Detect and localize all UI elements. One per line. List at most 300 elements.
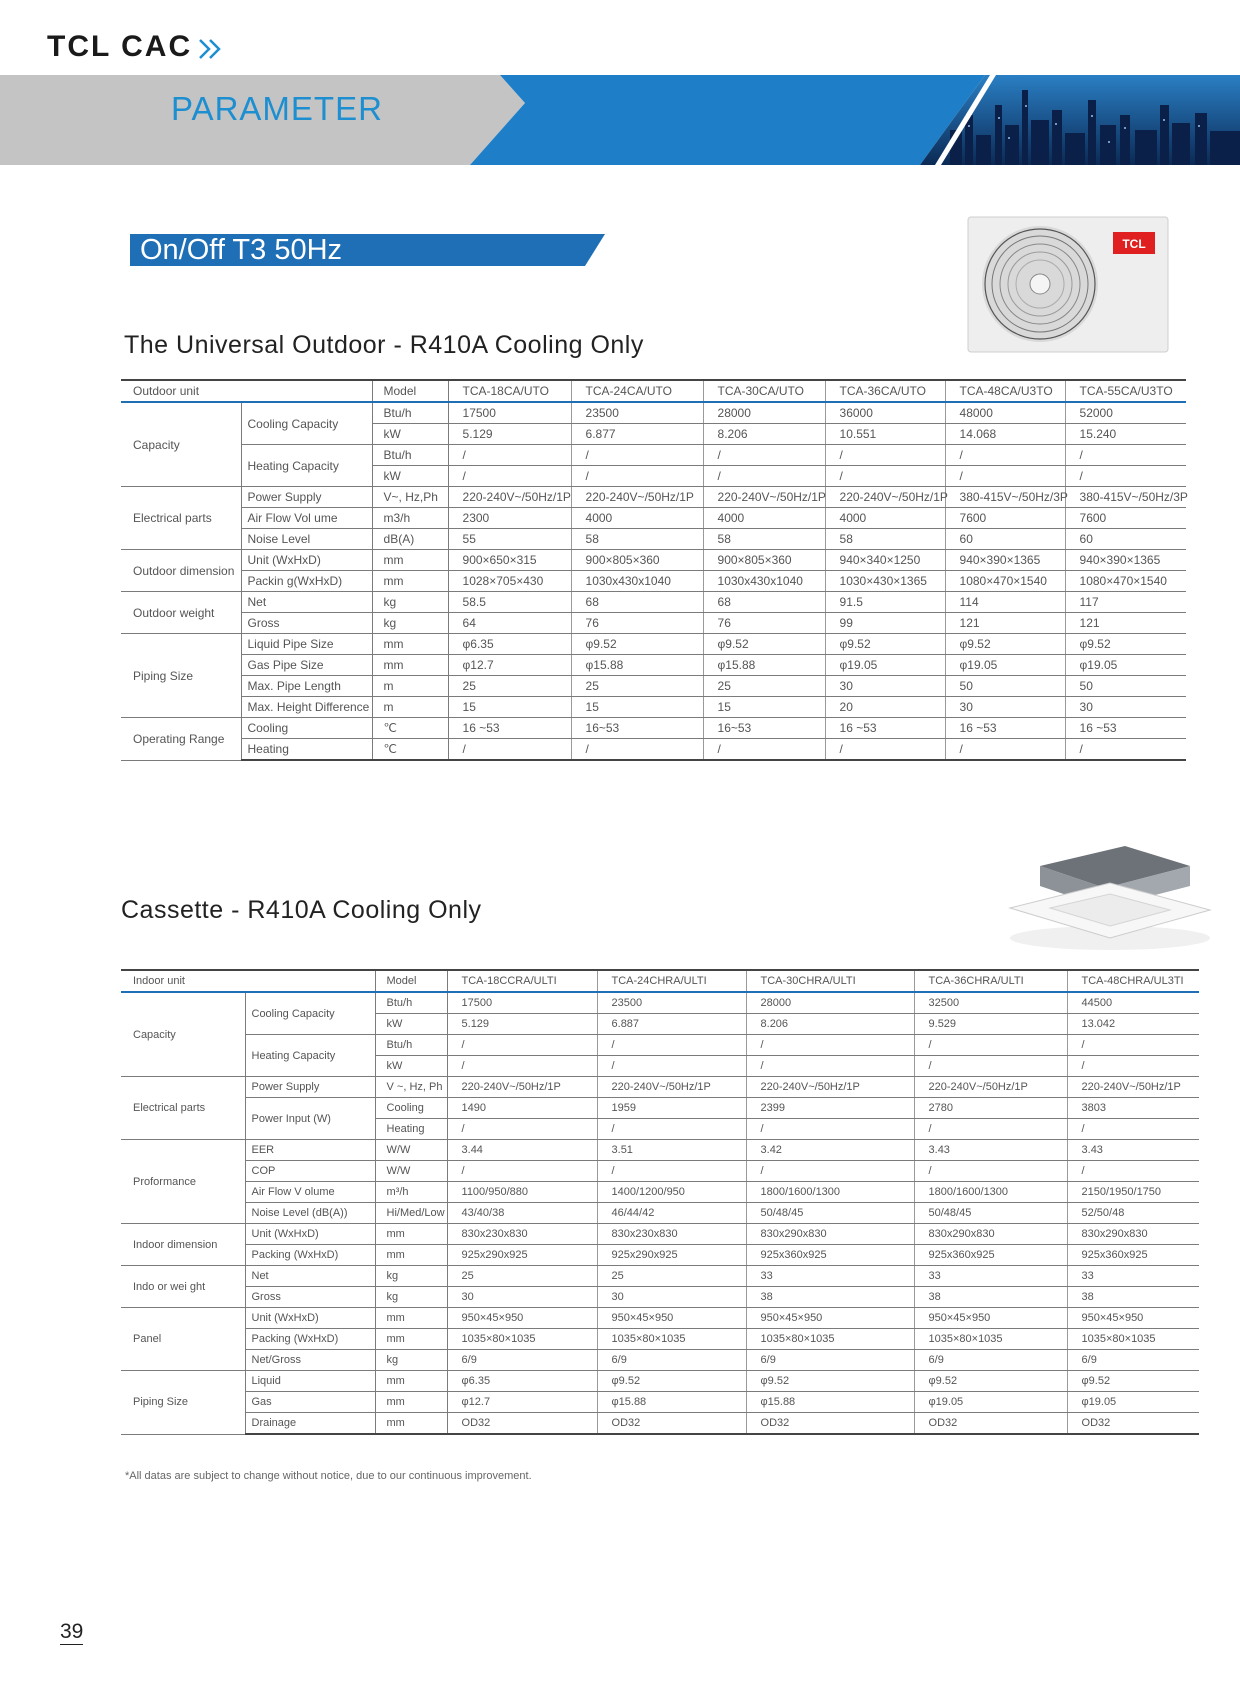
value-cell: OD32 <box>447 1413 597 1435</box>
cassette-header-row <box>121 970 1199 992</box>
value-cell: 50 <box>945 676 1065 697</box>
value-cell: φ9.52 <box>746 1371 914 1392</box>
unit-label: kW <box>372 466 448 487</box>
model-name: TCA-24CHRA/ULTI <box>597 970 746 992</box>
table-row <box>121 992 1199 1014</box>
unit-label: kg <box>375 1266 447 1287</box>
value-cell: / <box>447 1119 597 1140</box>
value-cell: 940×390×1365 <box>945 550 1065 571</box>
table-row <box>121 1287 1199 1308</box>
table-row <box>121 1182 1199 1203</box>
param-label: Heating <box>241 739 372 761</box>
value-cell: 9.529 <box>914 1014 1067 1035</box>
value-cell: 1035×80×1035 <box>914 1329 1067 1350</box>
table-row <box>121 1035 1199 1056</box>
value-cell: 121 <box>945 613 1065 634</box>
value-cell: 5.129 <box>447 1014 597 1035</box>
unit-label: Btu/h <box>372 402 448 424</box>
value-cell: 10.551 <box>825 424 945 445</box>
value-cell: 220-240V~/50Hz/1P <box>1067 1077 1199 1098</box>
value-cell: 52000 <box>1065 402 1186 424</box>
value-cell: 2300 <box>448 508 571 529</box>
value-cell: / <box>1065 739 1186 761</box>
table-row <box>121 1245 1199 1266</box>
value-cell: 1080×470×1540 <box>945 571 1065 592</box>
unit-label: m³/h <box>375 1182 447 1203</box>
param-label: Heating Capacity <box>241 445 372 487</box>
value-cell: φ9.52 <box>945 634 1065 655</box>
value-cell: / <box>825 466 945 487</box>
value-cell: / <box>571 466 703 487</box>
value-cell: 16 ~53 <box>945 718 1065 739</box>
table-row <box>121 1098 1199 1119</box>
value-cell: 6.877 <box>571 424 703 445</box>
param-label: COP <box>245 1161 375 1182</box>
param-label: Gross <box>241 613 372 634</box>
value-cell: 8.206 <box>746 1014 914 1035</box>
value-cell: 1028×705×430 <box>448 571 571 592</box>
unit-label: mm <box>375 1392 447 1413</box>
value-cell: φ9.52 <box>1067 1371 1199 1392</box>
model-label: Model <box>375 970 447 992</box>
value-cell: φ9.52 <box>1065 634 1186 655</box>
value-cell: φ9.52 <box>571 634 703 655</box>
unit-label: kg <box>375 1350 447 1371</box>
value-cell: 15.240 <box>1065 424 1186 445</box>
group-label: Outdoor dimension <box>121 550 241 592</box>
value-cell: φ19.05 <box>1067 1392 1199 1413</box>
unit-type-label: Indoor unit <box>121 970 375 992</box>
model-name: TCA-24CA/UTO <box>571 380 703 402</box>
table-row <box>121 634 1186 655</box>
value-cell: 38 <box>746 1287 914 1308</box>
value-cell: 925x360x925 <box>746 1245 914 1266</box>
table-row <box>121 1077 1199 1098</box>
value-cell: 1400/1200/950 <box>597 1182 746 1203</box>
value-cell: 830x290x830 <box>914 1224 1067 1245</box>
value-cell: 1800/1600/1300 <box>914 1182 1067 1203</box>
group-label: Capacity <box>121 992 245 1077</box>
table-row <box>121 445 1186 466</box>
value-cell: 925x290x925 <box>597 1245 746 1266</box>
value-cell: OD32 <box>1067 1413 1199 1435</box>
value-cell: 58 <box>571 529 703 550</box>
model-name: TCA-36CA/UTO <box>825 380 945 402</box>
table-row <box>121 1266 1199 1287</box>
value-cell: / <box>746 1119 914 1140</box>
value-cell: / <box>945 466 1065 487</box>
table-row <box>121 508 1186 529</box>
unit-label: mm <box>375 1308 447 1329</box>
value-cell: φ9.52 <box>703 634 825 655</box>
table-row <box>121 1413 1199 1435</box>
value-cell: 830x230x830 <box>447 1224 597 1245</box>
group-label: Piping Size <box>121 1371 245 1435</box>
unit-label: Hi/Med/Low <box>375 1203 447 1224</box>
cassette-unit-image <box>1005 838 1215 953</box>
param-label: Air Flow V olume <box>245 1182 375 1203</box>
value-cell: 13.042 <box>1067 1014 1199 1035</box>
unit-label: Btu/h <box>372 445 448 466</box>
value-cell: 76 <box>571 613 703 634</box>
value-cell: 16 ~53 <box>825 718 945 739</box>
table-row <box>121 571 1186 592</box>
value-cell: 6/9 <box>746 1350 914 1371</box>
value-cell: / <box>1067 1035 1199 1056</box>
param-label: Gas Pipe Size <box>241 655 372 676</box>
value-cell: 23500 <box>597 992 746 1014</box>
value-cell: 950×45×950 <box>1067 1308 1199 1329</box>
table-row <box>121 1329 1199 1350</box>
value-cell: 1800/1600/1300 <box>746 1182 914 1203</box>
model-name: TCA-18CCRA/ULTI <box>447 970 597 992</box>
value-cell: 64 <box>448 613 571 634</box>
value-cell: 25 <box>448 676 571 697</box>
model-name: TCA-36CHRA/ULTI <box>914 970 1067 992</box>
value-cell: / <box>447 1056 597 1077</box>
value-cell: 14.068 <box>945 424 1065 445</box>
group-label: Indoor dimension <box>121 1224 245 1266</box>
value-cell: 1030x430x1040 <box>703 571 825 592</box>
unit-label: kW <box>375 1056 447 1077</box>
value-cell: 220-240V~/50Hz/1P <box>703 487 825 508</box>
value-cell: 950×45×950 <box>447 1308 597 1329</box>
value-cell: φ15.88 <box>746 1392 914 1413</box>
value-cell: 1030x430x1040 <box>571 571 703 592</box>
tcl-logo: TCL <box>1122 237 1146 251</box>
value-cell: 6/9 <box>1067 1350 1199 1371</box>
value-cell: 50 <box>1065 676 1186 697</box>
value-cell: 15 <box>703 697 825 718</box>
outdoor-header-row <box>121 380 1186 402</box>
unit-label: mm <box>372 655 448 676</box>
table-row <box>121 1308 1199 1329</box>
value-cell: / <box>448 445 571 466</box>
value-cell: / <box>1067 1161 1199 1182</box>
unit-label: dB(A) <box>372 529 448 550</box>
param-label: Gross <box>245 1287 375 1308</box>
value-cell: / <box>825 445 945 466</box>
value-cell: 8.206 <box>703 424 825 445</box>
unit-label: W/W <box>375 1161 447 1182</box>
value-cell: 2780 <box>914 1098 1067 1119</box>
value-cell: φ19.05 <box>1065 655 1186 676</box>
model-name: TCA-30CHRA/ULTI <box>746 970 914 992</box>
value-cell: 36000 <box>825 402 945 424</box>
cassette-heading: Cassette - R410A Cooling Only <box>121 896 482 924</box>
unit-label: V~, Hz,Ph <box>372 487 448 508</box>
value-cell: 940×340×1250 <box>825 550 945 571</box>
value-cell: 7600 <box>945 508 1065 529</box>
value-cell: 117 <box>1065 592 1186 613</box>
value-cell: 33 <box>1067 1266 1199 1287</box>
value-cell: / <box>597 1035 746 1056</box>
model-name: TCA-48CHRA/UL3TI <box>1067 970 1199 992</box>
outdoor-heading: The Universal Outdoor - R410A Cooling Only <box>124 331 644 359</box>
value-cell: 925x360x925 <box>914 1245 1067 1266</box>
value-cell: 220-240V~/50Hz/1P <box>448 487 571 508</box>
param-label: EER <box>245 1140 375 1161</box>
unit-label: kW <box>372 424 448 445</box>
value-cell: 1030×430×1365 <box>825 571 945 592</box>
value-cell: 6/9 <box>597 1350 746 1371</box>
value-cell: φ19.05 <box>914 1392 1067 1413</box>
value-cell: 60 <box>1065 529 1186 550</box>
value-cell: 830x230x830 <box>597 1224 746 1245</box>
value-cell: 900×805×360 <box>571 550 703 571</box>
value-cell: 3.43 <box>914 1140 1067 1161</box>
table-row <box>121 613 1186 634</box>
value-cell: 1035×80×1035 <box>597 1329 746 1350</box>
param-label: Power Supply <box>245 1077 375 1098</box>
value-cell: φ9.52 <box>597 1371 746 1392</box>
value-cell: 5.129 <box>448 424 571 445</box>
table-row <box>121 1371 1199 1392</box>
table-row <box>121 739 1186 761</box>
page-number: 39 <box>60 1620 84 1643</box>
table-row <box>121 697 1186 718</box>
param-label: Packin g(WxHxD) <box>241 571 372 592</box>
unit-label: mm <box>375 1245 447 1266</box>
value-cell: 55 <box>448 529 571 550</box>
value-cell: 940×390×1365 <box>1065 550 1186 571</box>
value-cell: 38 <box>914 1287 1067 1308</box>
value-cell: 3803 <box>1067 1098 1199 1119</box>
param-label: Max. Pipe Length <box>241 676 372 697</box>
value-cell: 2399 <box>746 1098 914 1119</box>
group-label: Operating Range <box>121 718 241 761</box>
value-cell: 114 <box>945 592 1065 613</box>
param-label: Noise Level (dB(A)) <box>245 1203 375 1224</box>
value-cell: 28000 <box>703 402 825 424</box>
value-cell: 4000 <box>825 508 945 529</box>
unit-label: Btu/h <box>375 992 447 1014</box>
value-cell: 58 <box>825 529 945 550</box>
param-label: Cooling <box>241 718 372 739</box>
unit-label: m <box>372 697 448 718</box>
unit-label: mm <box>372 550 448 571</box>
value-cell: 1035×80×1035 <box>1067 1329 1199 1350</box>
group-label: Electrical parts <box>121 1077 245 1140</box>
unit-label: ℃ <box>372 739 448 761</box>
unit-label: m <box>372 676 448 697</box>
value-cell: / <box>746 1056 914 1077</box>
value-cell: 44500 <box>1067 992 1199 1014</box>
value-cell: 121 <box>1065 613 1186 634</box>
value-cell: / <box>597 1161 746 1182</box>
param-label: Gas <box>245 1392 375 1413</box>
value-cell: 33 <box>914 1266 1067 1287</box>
value-cell: / <box>571 739 703 761</box>
value-cell: 15 <box>571 697 703 718</box>
value-cell: 1035×80×1035 <box>447 1329 597 1350</box>
group-label: Indo or wei ght <box>121 1266 245 1308</box>
table-row <box>121 1350 1199 1371</box>
value-cell: 30 <box>447 1287 597 1308</box>
unit-label: W/W <box>375 1140 447 1161</box>
value-cell: 68 <box>703 592 825 613</box>
value-cell: / <box>448 466 571 487</box>
cassette-spec-table <box>121 969 1199 1435</box>
unit-label: mm <box>372 571 448 592</box>
value-cell: 950×45×950 <box>914 1308 1067 1329</box>
value-cell: 60 <box>945 529 1065 550</box>
table-row <box>121 718 1186 739</box>
value-cell: 220-240V~/50Hz/1P <box>571 487 703 508</box>
unit-label: mm <box>375 1413 447 1435</box>
value-cell: 1080×470×1540 <box>1065 571 1186 592</box>
unit-label: kg <box>372 592 448 613</box>
group-label: Electrical parts <box>121 487 241 550</box>
value-cell: / <box>703 739 825 761</box>
table-row <box>121 1203 1199 1224</box>
value-cell: / <box>597 1119 746 1140</box>
value-cell: 25 <box>703 676 825 697</box>
unit-label: m3/h <box>372 508 448 529</box>
param-label: Liquid Pipe Size <box>241 634 372 655</box>
param-label: Noise Level <box>241 529 372 550</box>
table-row <box>121 1392 1199 1413</box>
value-cell: φ6.35 <box>447 1371 597 1392</box>
group-label: Panel <box>121 1308 245 1371</box>
param-label: Packing (WxHxD) <box>245 1329 375 1350</box>
value-cell: / <box>945 739 1065 761</box>
section-title: On/Off T3 50Hz <box>140 234 343 266</box>
value-cell: φ12.7 <box>448 655 571 676</box>
unit-label: ℃ <box>372 718 448 739</box>
value-cell: 950×45×950 <box>597 1308 746 1329</box>
value-cell: 68 <box>571 592 703 613</box>
value-cell: 17500 <box>447 992 597 1014</box>
value-cell: 32500 <box>914 992 1067 1014</box>
param-label: Max. Height Difference <box>241 697 372 718</box>
value-cell: 48000 <box>945 402 1065 424</box>
value-cell: / <box>914 1161 1067 1182</box>
value-cell: 4000 <box>703 508 825 529</box>
value-cell: 16 ~53 <box>1065 718 1186 739</box>
value-cell: 15 <box>448 697 571 718</box>
value-cell: 6/9 <box>914 1350 1067 1371</box>
param-label: Drainage <box>245 1413 375 1435</box>
value-cell: 3.44 <box>447 1140 597 1161</box>
value-cell: 3.43 <box>1067 1140 1199 1161</box>
value-cell: 830x290x830 <box>1067 1224 1199 1245</box>
value-cell: φ15.88 <box>571 655 703 676</box>
value-cell: 3.42 <box>746 1140 914 1161</box>
value-cell: 380-415V~/50Hz/3P <box>945 487 1065 508</box>
value-cell: 7600 <box>1065 508 1186 529</box>
unit-label: kg <box>372 613 448 634</box>
value-cell: 830x290x830 <box>746 1224 914 1245</box>
value-cell: / <box>703 445 825 466</box>
param-label: Cooling Capacity <box>241 402 372 445</box>
param-label: Cooling Capacity <box>245 992 375 1035</box>
value-cell: 25 <box>571 676 703 697</box>
value-cell: / <box>825 739 945 761</box>
value-cell: / <box>746 1035 914 1056</box>
value-cell: φ15.88 <box>597 1392 746 1413</box>
value-cell: 3.51 <box>597 1140 746 1161</box>
model-name: TCA-55CA/U3TO <box>1065 380 1186 402</box>
value-cell: 1959 <box>597 1098 746 1119</box>
value-cell: OD32 <box>597 1413 746 1435</box>
value-cell: 50/48/45 <box>914 1203 1067 1224</box>
value-cell: φ9.52 <box>825 634 945 655</box>
value-cell: 16~53 <box>571 718 703 739</box>
unit-label: mm <box>372 634 448 655</box>
value-cell: 30 <box>825 676 945 697</box>
value-cell: 6/9 <box>447 1350 597 1371</box>
value-cell: 30 <box>597 1287 746 1308</box>
value-cell: / <box>571 445 703 466</box>
value-cell: 220-240V~/50Hz/1P <box>447 1077 597 1098</box>
value-cell: OD32 <box>914 1413 1067 1435</box>
param-label: Power Input (W) <box>245 1098 375 1140</box>
unit-label: kg <box>375 1287 447 1308</box>
param-label: Unit (WxHxD) <box>245 1308 375 1329</box>
value-cell: / <box>746 1161 914 1182</box>
footnote: *All datas are subject to change without notice, due to our continuous improvement. <box>125 1470 532 1482</box>
unit-label: Heating <box>375 1119 447 1140</box>
unit-type-label: Outdoor unit <box>121 380 372 402</box>
unit-label: Cooling <box>375 1098 447 1119</box>
value-cell: / <box>914 1035 1067 1056</box>
value-cell: φ12.7 <box>447 1392 597 1413</box>
value-cell: 16 ~53 <box>448 718 571 739</box>
value-cell: OD32 <box>746 1413 914 1435</box>
value-cell: 2150/1950/1750 <box>1067 1182 1199 1203</box>
table-row <box>121 676 1186 697</box>
value-cell: 1100/950/880 <box>447 1182 597 1203</box>
value-cell: 52/50/48 <box>1067 1203 1199 1224</box>
unit-label: kW <box>375 1014 447 1035</box>
value-cell: 900×650×315 <box>448 550 571 571</box>
param-label: Net <box>245 1266 375 1287</box>
model-name: TCA-48CA/U3TO <box>945 380 1065 402</box>
value-cell: / <box>914 1056 1067 1077</box>
group-label: Capacity <box>121 402 241 487</box>
value-cell: 220-240V~/50Hz/1P <box>825 487 945 508</box>
value-cell: 58.5 <box>448 592 571 613</box>
param-label: Air Flow Vol ume <box>241 508 372 529</box>
table-row <box>121 1224 1199 1245</box>
banner-title: PARAMETER <box>171 90 383 127</box>
model-label: Model <box>372 380 448 402</box>
unit-label: V ~, Hz, Ph <box>375 1077 447 1098</box>
value-cell: 38 <box>1067 1287 1199 1308</box>
brand-logo: TCL CAC <box>47 30 193 63</box>
param-label: Unit (WxHxD) <box>241 550 372 571</box>
value-cell: 28000 <box>746 992 914 1014</box>
value-cell: φ19.05 <box>825 655 945 676</box>
value-cell: 50/48/45 <box>746 1203 914 1224</box>
value-cell: 99 <box>825 613 945 634</box>
value-cell: 1035×80×1035 <box>746 1329 914 1350</box>
value-cell: 25 <box>447 1266 597 1287</box>
value-cell: 20 <box>825 697 945 718</box>
value-cell: 23500 <box>571 402 703 424</box>
unit-label: Btu/h <box>375 1035 447 1056</box>
value-cell: 43/40/38 <box>447 1203 597 1224</box>
value-cell: / <box>1067 1119 1199 1140</box>
value-cell: φ19.05 <box>945 655 1065 676</box>
value-cell: / <box>447 1035 597 1056</box>
value-cell: / <box>597 1056 746 1077</box>
param-label: Liquid <box>245 1371 375 1392</box>
table-row <box>121 655 1186 676</box>
value-cell: / <box>1067 1056 1199 1077</box>
value-cell: 220-240V~/50Hz/1P <box>746 1077 914 1098</box>
